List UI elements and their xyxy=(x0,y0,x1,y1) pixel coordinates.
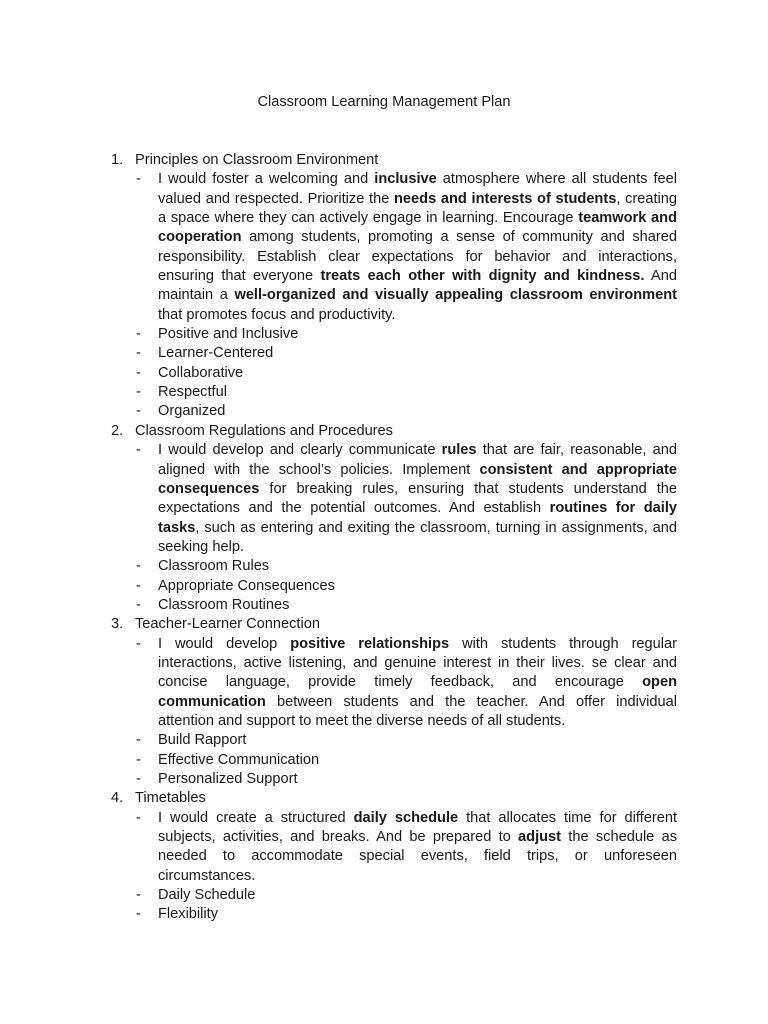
bold-text: teamwork and cooperation xyxy=(158,210,677,246)
list-item xyxy=(111,577,677,596)
section-heading-text: Classroom Regulations and Procedures xyxy=(135,422,393,439)
dash-marker: - xyxy=(136,635,141,652)
section-heading xyxy=(111,789,677,808)
bullet-text: Effective Communication xyxy=(158,751,320,768)
list-item xyxy=(111,344,677,363)
dash-marker: - xyxy=(136,326,141,343)
dash-marker: - xyxy=(136,577,141,594)
bullet-text: Appropriate Consequences xyxy=(158,577,335,594)
bold-text: consistent and appropriate consequences xyxy=(158,461,677,497)
list-item xyxy=(111,809,677,886)
text-run: among students, promoting a sense of community and shared responsibility. Establish clear expectations for behavior and interactions, ensuring that everyone xyxy=(158,229,677,285)
section xyxy=(111,422,677,615)
document-body xyxy=(111,151,677,925)
text-run: that promotes focus and productivity. xyxy=(158,306,396,323)
bullet-text: Classroom Rules xyxy=(158,558,270,575)
bold-text: adjust xyxy=(518,829,562,846)
bullet-text: Build Rapport xyxy=(158,732,247,749)
bullet-text: Personalized Support xyxy=(158,771,298,787)
bold-text: rules xyxy=(441,442,477,459)
bold-text: needs and interests of students xyxy=(394,190,617,207)
text-run: atmosphere where all students feel valued and respected. Prioritize the xyxy=(158,171,678,207)
bold-text: daily schedule xyxy=(353,809,459,826)
text-run: between students and the teacher. And offer individual attention and support to meet the diverse needs of all students. xyxy=(158,693,677,729)
bold-text: positive relationships xyxy=(290,635,450,652)
dash-marker: - xyxy=(136,751,141,768)
list-item xyxy=(111,751,677,770)
text-run: And maintain a xyxy=(158,268,677,304)
bullet-list xyxy=(111,170,677,421)
bold-text: treats each other with dignity and kindness. xyxy=(320,268,645,285)
bullet-text: Daily Schedule xyxy=(158,887,256,904)
section-number: 4. xyxy=(111,790,124,807)
document-title: Classroom Learning Management Plan xyxy=(257,94,511,110)
section-heading xyxy=(111,422,677,441)
dash-marker: - xyxy=(136,364,141,381)
bold-text: open communication xyxy=(158,674,677,710)
section-heading-text: Teacher-Learner Connection xyxy=(135,616,320,633)
dash-marker: - xyxy=(136,596,141,613)
text-run: the schedule as needed to accommodate special events, field trips, or unforeseen circumstances. xyxy=(158,829,677,884)
section-number: 3. xyxy=(111,616,124,633)
bullet-list xyxy=(111,635,677,790)
section-number: 2. xyxy=(111,422,124,439)
section-paragraph xyxy=(158,635,677,732)
list-item xyxy=(111,441,677,557)
list-item xyxy=(111,383,677,402)
section xyxy=(111,615,677,789)
text-run: for breaking rules, ensuring that students understand the expectations and the potential outcomes. And establish xyxy=(158,480,677,517)
dash-marker: - xyxy=(136,345,141,362)
bullet-text: Classroom Routines xyxy=(158,596,290,613)
section-heading-text: Principles on Classroom Environment xyxy=(135,152,379,168)
bullet-list xyxy=(111,809,677,925)
bullet-text: Learner-Centered xyxy=(158,345,274,362)
section-heading xyxy=(111,151,677,170)
dash-marker: - xyxy=(136,809,141,826)
dash-marker: - xyxy=(136,442,141,459)
list-item xyxy=(111,596,677,615)
list-item xyxy=(111,170,677,325)
text-run: that are fair, reasonable, and aligned with the school’s policies. Implement xyxy=(158,442,677,478)
text-run: with students through regular interactions, active listening, and genuine interest in their lives. se clear and concise language, provide timely feedback, and encourage xyxy=(158,635,677,691)
bullet-text: Organized xyxy=(158,403,226,420)
list-item xyxy=(111,770,677,789)
text-run: I would develop and clearly communicate xyxy=(158,442,442,459)
dash-marker: - xyxy=(136,771,141,787)
text-run: , such as entering and exiting the classroom, turning in assignments, and seeking help. xyxy=(158,519,677,555)
dash-marker: - xyxy=(136,558,141,575)
dash-marker: - xyxy=(136,887,141,904)
text-run: I would develop xyxy=(158,635,291,652)
section-paragraph xyxy=(158,170,677,325)
list-item xyxy=(111,325,677,344)
dash-marker: - xyxy=(136,403,141,420)
text-run: , creating a space where they can actively engage in learning. Encourage xyxy=(158,190,677,227)
text-run: that allocates time for different subjects, activities, and breaks. And be prepared to xyxy=(158,809,677,846)
bullet-list xyxy=(111,441,677,615)
bold-text: inclusive xyxy=(374,171,437,188)
bullet-text: Positive and Inclusive xyxy=(158,326,299,343)
section xyxy=(111,789,677,924)
dash-marker: - xyxy=(136,906,141,923)
dash-marker: - xyxy=(136,384,141,401)
section xyxy=(111,151,677,422)
bold-text: well-organized and visually appealing classroom environment xyxy=(234,287,677,304)
dash-marker: - xyxy=(136,732,141,749)
bullet-text: Collaborative xyxy=(158,364,244,381)
section-paragraph xyxy=(158,809,677,886)
list-item xyxy=(111,886,677,905)
list-item xyxy=(111,557,677,576)
text-run: I would foster a welcoming and xyxy=(158,171,375,188)
bullet-text: Flexibility xyxy=(158,906,219,923)
list-item xyxy=(111,731,677,750)
bold-text: routines for daily tasks xyxy=(158,500,678,536)
list-item xyxy=(111,635,677,732)
section-heading xyxy=(111,615,677,634)
text-run: I would create a structured xyxy=(158,809,354,826)
list-item xyxy=(111,364,677,383)
list-item xyxy=(111,905,677,924)
section-paragraph xyxy=(158,441,677,557)
dash-marker: - xyxy=(136,171,141,188)
list-item xyxy=(111,402,677,421)
section-heading-text: Timetables xyxy=(135,790,206,807)
bullet-text: Respectful xyxy=(158,384,227,401)
section-number: 1. xyxy=(111,152,124,168)
